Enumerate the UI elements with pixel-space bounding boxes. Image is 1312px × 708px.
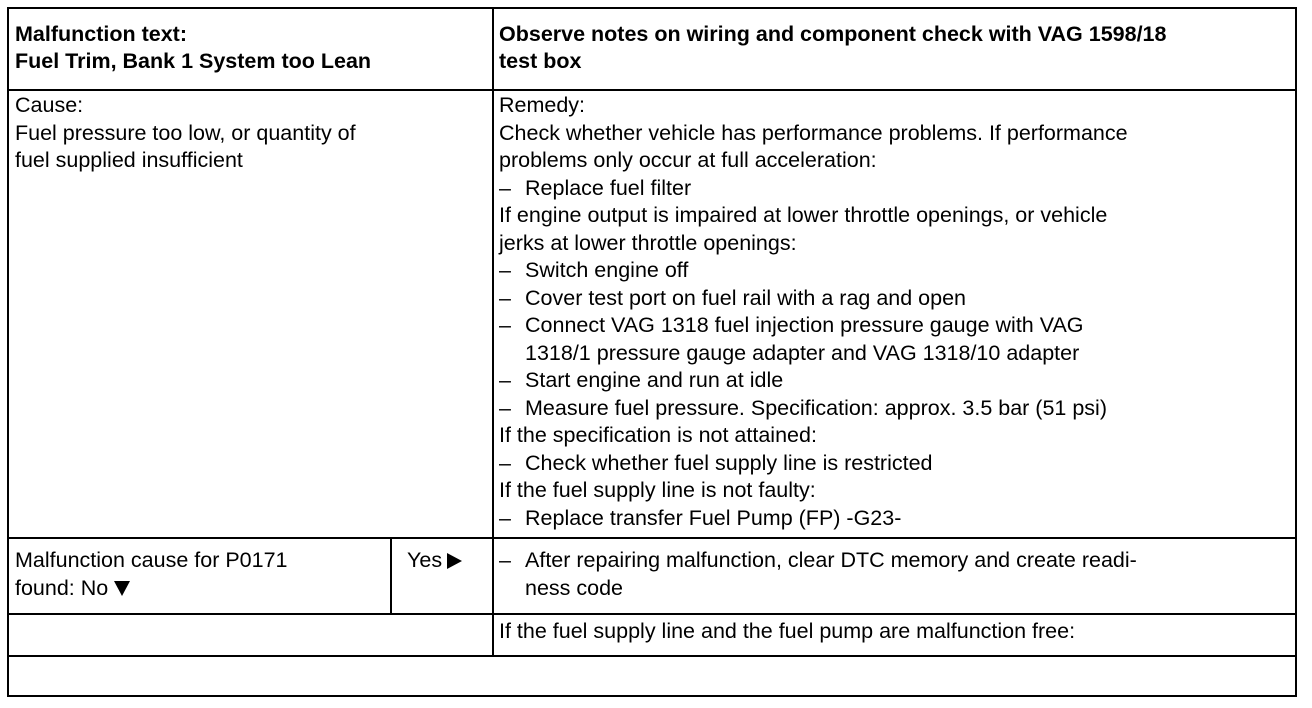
header-malfunction-text bbox=[15, 21, 371, 75]
next-step-cell bbox=[499, 618, 1075, 646]
remedy-step-text: Replace fuel filter bbox=[525, 175, 692, 200]
remedy-step-text: jerks at lower throttle openings: bbox=[499, 230, 797, 255]
remedy-step-text: Measure fuel pressure. Specification: approx. 3.5 bar (51 psi) bbox=[525, 395, 1107, 420]
remedy-step bbox=[499, 450, 1128, 478]
cause-text-line2: fuel supplied insufficient bbox=[15, 148, 243, 172]
remedy-step bbox=[499, 202, 1128, 230]
yes-label: Yes bbox=[407, 548, 443, 572]
remedy-step bbox=[499, 175, 1128, 203]
repair-text-line1: After repairing malfunction, clear DTC memory and create readi- bbox=[525, 548, 1137, 572]
dash-bullet: – bbox=[499, 175, 511, 200]
next-step-text: If the fuel supply line and the fuel pump are malfunction free: bbox=[499, 619, 1076, 643]
dash-bullet: – bbox=[499, 285, 511, 310]
yes-label-line bbox=[407, 547, 462, 575]
remedy-step-text: problems only occur at full acceleration: bbox=[499, 148, 877, 172]
remedy-step bbox=[499, 477, 1128, 505]
remedy-step-text: Switch engine off bbox=[525, 258, 689, 282]
remedy-step bbox=[499, 285, 1128, 313]
remedy-step bbox=[499, 367, 1128, 395]
remedy-step bbox=[499, 422, 1128, 450]
remedy-step bbox=[499, 312, 1128, 340]
remedy-step bbox=[499, 505, 1128, 533]
header-malfunction-title: Fuel Trim, Bank 1 System too Lean bbox=[15, 49, 372, 73]
header-notes-line2: test box bbox=[499, 49, 582, 73]
arrow-right-icon bbox=[447, 553, 462, 569]
remedy-step-text: Start engine and run at idle bbox=[525, 368, 784, 392]
arrow-down-icon bbox=[114, 581, 130, 596]
header-observe-notes bbox=[499, 21, 1166, 75]
dash-bullet: – bbox=[499, 395, 511, 420]
remedy-step bbox=[499, 340, 1128, 368]
row-divider-cause bbox=[9, 537, 1295, 539]
remedy-step-text: 1318/1 pressure gauge adapter and VAG 1318/10 adapter bbox=[525, 340, 1080, 365]
repair-instruction-line1 bbox=[499, 547, 1137, 575]
remedy-step bbox=[499, 257, 1128, 285]
row-divider-header bbox=[9, 89, 1295, 91]
remedy-step-text: If the fuel supply line is not faulty: bbox=[499, 478, 816, 502]
repair-instruction-cell bbox=[499, 547, 1137, 602]
dash-bullet: – bbox=[499, 450, 511, 475]
header-notes-line1: Observe notes on wiring and component check with VAG 1598/18 bbox=[499, 22, 1167, 46]
malfunction-cause-cell bbox=[15, 547, 288, 602]
repair-instruction-line2 bbox=[499, 575, 1137, 603]
remedy-step bbox=[499, 147, 1128, 175]
column-divider-main bbox=[492, 9, 494, 655]
malfunction-cause-line2 bbox=[15, 575, 288, 603]
remedy-label: Remedy: bbox=[499, 93, 586, 117]
remedy-steps bbox=[499, 120, 1128, 533]
dash-bullet: – bbox=[499, 505, 511, 530]
remedy-step-text: If engine output is impaired at lower throttle openings, or vehicle bbox=[499, 203, 1108, 227]
dash-bullet: – bbox=[499, 313, 511, 337]
repair-text-line2: ness code bbox=[525, 575, 624, 600]
found-no-label: found: No bbox=[15, 575, 109, 600]
column-divider-yes bbox=[390, 537, 392, 613]
diagnostic-table bbox=[7, 7, 1297, 697]
header-label: Malfunction text: bbox=[15, 22, 187, 46]
remedy-step-text: Connect VAG 1318 fuel injection pressure gauge with VAG bbox=[525, 313, 1084, 337]
malfunction-cause-line1: Malfunction cause for P0171 bbox=[15, 548, 288, 572]
remedy-cell bbox=[499, 92, 1128, 532]
remedy-step-text: Replace transfer Fuel Pump (FP) -G23- bbox=[525, 505, 902, 530]
dash-bullet: – bbox=[499, 548, 511, 572]
remedy-step bbox=[499, 230, 1128, 258]
row-divider-malfunction bbox=[9, 613, 1295, 615]
remedy-step-text: If the specification is not attained: bbox=[499, 423, 817, 447]
remedy-step-text: Cover test port on fuel rail with a rag and open bbox=[525, 285, 967, 310]
dash-bullet: – bbox=[499, 368, 511, 392]
remedy-step-text: Check whether vehicle has performance problems. If performance bbox=[499, 120, 1128, 145]
cause-cell bbox=[15, 92, 356, 175]
cause-text-line1: Fuel pressure too low, or quantity of bbox=[15, 120, 356, 145]
yes-cell bbox=[407, 547, 462, 575]
dash-bullet: – bbox=[499, 258, 511, 282]
cause-label: Cause: bbox=[15, 93, 84, 117]
remedy-step bbox=[499, 120, 1128, 148]
remedy-step bbox=[499, 395, 1128, 423]
remedy-step-text: Check whether fuel supply line is restricted bbox=[525, 450, 933, 475]
row-divider-next bbox=[9, 655, 1295, 657]
